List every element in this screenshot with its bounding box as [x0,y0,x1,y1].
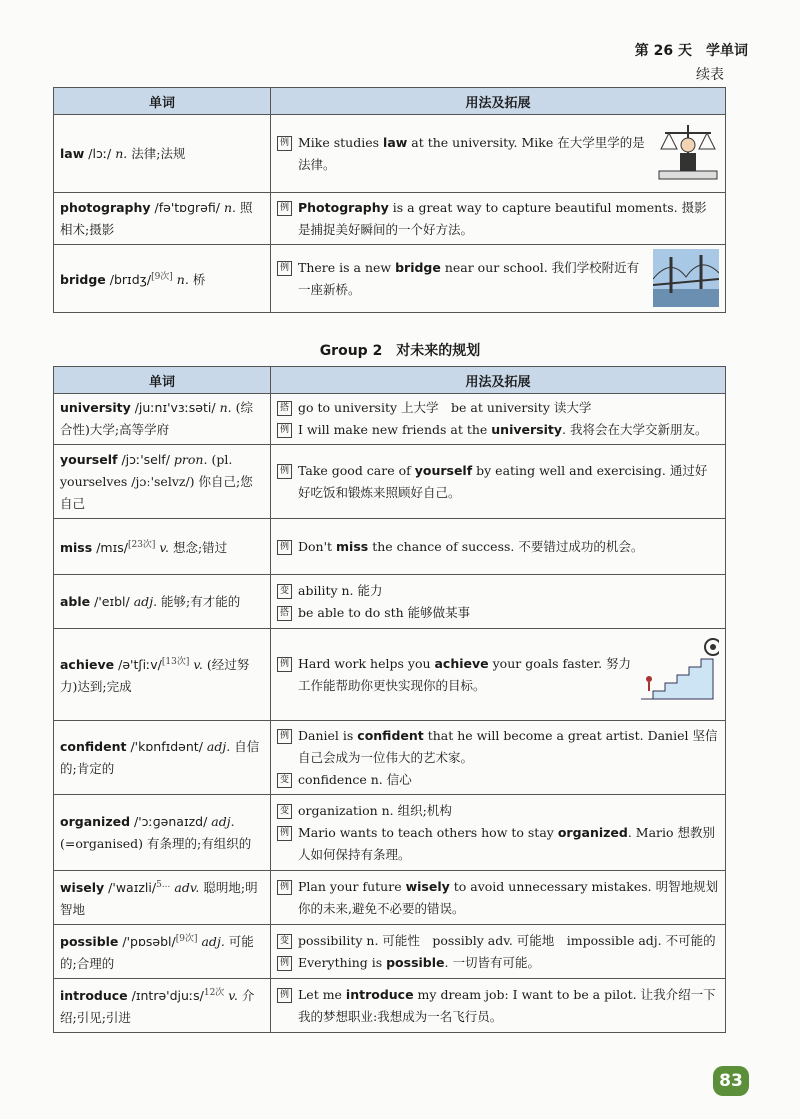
table-row [54,979,726,1033]
usage-tag: 变 [277,773,292,788]
col-header-word: 单词 [54,367,271,394]
phonetic: /'pɒsəbl/ [122,934,176,950]
usage-tag: 例 [277,261,292,276]
usage-segment: Mike studies [298,134,384,150]
group-2-title: Group 2 对未来的规划 [319,343,481,359]
word-cell [54,394,271,445]
usage-tag: 搭 [277,606,292,621]
headword: bridge [60,272,106,288]
usage-text [298,536,719,558]
phonetic: /'ɔːɡənaɪzd/ [134,813,208,829]
table-row [54,925,726,979]
usage-text [298,930,719,952]
usage-line [277,197,719,241]
usage-text [298,397,719,419]
table-row [54,445,726,519]
table-row [54,394,726,445]
frequency-note: 5... [156,880,171,890]
keyword: law [383,134,408,150]
usage-segment: that he will become a great artist. Daniel 坚信自己会成为一位伟大的艺术家。 [298,727,718,765]
meaning: 桥 [192,272,206,288]
usage-segment: Let me [298,986,346,1002]
word-cell [54,871,271,925]
word-cell [54,245,271,313]
usage-cell [271,871,726,925]
usage-segment: There is a new [298,259,396,275]
bridge-illustration [653,249,719,314]
phonetic: /ɪntrə'djuːs/ [131,988,204,1004]
meaning: 可能的;合理的 [60,934,254,972]
headword: yourself [60,451,118,467]
page-number: 83 [713,1066,749,1096]
phonetic: /ə'tʃiːv/ [118,657,162,673]
usage-cell [271,925,726,979]
table-row [54,629,726,721]
usage-segment: be able to do sth 能够做某事 [298,604,471,620]
col-header-usage: 用法及拓展 [271,367,726,394]
usage-cell [271,721,726,795]
headword: wisely [60,880,105,896]
usage-text [298,952,719,974]
word-cell [54,519,271,575]
table-row [54,795,726,871]
usage-line [277,536,719,558]
usage-text [298,725,719,769]
usage-line [277,952,719,974]
usage-text [298,984,719,1028]
table-row [54,245,726,313]
usage-tag: 变 [277,584,292,599]
usage-segment: ability n. 能力 [298,582,383,598]
usage-cell [271,394,726,445]
meaning: 自信的;肯定的 [60,738,260,776]
phonetic: /jɔː'self/ [121,451,170,467]
usage-cell [271,519,726,575]
usage-line [277,653,633,697]
keyword: bridge [395,259,441,275]
word-cell [54,795,271,871]
usage-text [298,602,719,624]
usage-cell [271,445,726,519]
usage-segment: at the university. Mike 在大学里学的是法律。 [298,134,645,172]
usage-tag: 例 [277,826,292,841]
usage-line [277,397,719,419]
usage-segment: is a great way to capture beautiful moments. 摄影是捕捉美好瞬间的一个好方法。 [298,199,707,237]
usage-segment: my dream job: I want to be a pilot. 让我介绍一下我的梦想职业:我想成为一名飞行员。 [298,986,716,1024]
usage-tag: 例 [277,136,292,151]
phonetic: /'kɒnfɪdənt/ [130,738,203,754]
usage-line [277,822,719,866]
usage-tag: 例 [277,540,292,555]
table-row [54,193,726,245]
meaning: 能够;有才能的 [161,593,241,609]
usage-segment: near our school. 我们学校附近有一座新桥。 [298,259,640,297]
usage-segment: . 一切皆有可能。 [444,954,540,970]
usage-line [277,725,719,769]
part-of-speech: v. [228,988,238,1004]
headword: achieve [60,657,115,673]
usage-cell [271,193,726,245]
phonetic: /mɪs/ [96,540,128,556]
frequency-note: [9次] [175,934,198,945]
headword: university [60,400,131,415]
phonetic: /juːnɪ'vɜːsəti/ [134,400,216,415]
usage-tag: 变 [277,934,292,949]
usage-text [298,800,719,822]
col-header-word: 单词 [54,88,271,115]
usage-tag: 变 [277,804,292,819]
usage-line [277,800,719,822]
phonetic: /'eɪbl/ [94,593,130,609]
usage-segment: organization n. 组织;机构 [298,802,452,818]
usage-tag: 例 [277,988,292,1003]
part-of-speech: n. [115,145,128,161]
usage-segment: Mario wants to teach others how to stay [298,824,558,840]
usage-segment: go to university 上大学 be at university 读大学 [298,400,592,415]
usage-cell [271,245,726,313]
usage-line [277,930,719,952]
frequency-note: 12次 [203,988,225,999]
frequency-note: [13次] [161,656,190,667]
usage-tag: 例 [277,464,292,479]
meaning: 照相术;摄影 [60,199,253,237]
usage-cell [271,575,726,629]
part-of-speech: v. [193,657,203,673]
frequency-note: [9次] [151,271,173,282]
vocab-table-2 [53,366,726,1033]
word-cell [54,193,271,245]
usage-segment: possibility n. 可能性 possibly adv. 可能地 impossible adj. 不可能的 [298,932,716,948]
meaning: (经过努力)达到;完成 [60,657,250,695]
usage-cell [271,979,726,1033]
usage-text [298,876,719,920]
usage-text [298,653,633,697]
word-cell [54,115,271,193]
frequency-note: [23次] [127,539,156,550]
usage-cell [271,629,726,721]
keyword: organized [557,824,628,840]
keyword: introduce [345,986,414,1002]
phonetic: /brɪdʒ/ [109,272,152,288]
word-cell [54,575,271,629]
usage-text [298,257,649,301]
usage-segment: Everything is [298,954,387,970]
page-header-title: 第 26 天 学单词 [634,43,748,59]
word-cell [54,721,271,795]
usage-text [298,580,719,602]
part-of-speech: adv. [174,880,200,896]
phonetic: /lɔː/ [88,145,112,161]
meaning: 法律;法规 [131,145,186,161]
usage-line [277,984,719,1028]
col-header-usage: 用法及拓展 [271,88,726,115]
continued-label: 续表 [696,67,724,83]
keyword: wisely [405,878,450,894]
table-row [54,721,726,795]
headword: possible [60,934,119,950]
usage-cell [271,115,726,193]
keyword: possible [386,954,445,970]
usage-segment: Don't [298,538,337,554]
meaning: (综合性)大学;高等学府 [60,400,253,437]
keyword: yourself [414,462,473,478]
usage-tag: 例 [277,880,292,895]
part-of-speech: n. [176,272,189,288]
meaning: 想念;错过 [172,540,228,556]
headword: introduce [60,988,128,1004]
usage-segment: to avoid unnecessary mistakes. 明智地规划你的未来,避免不必要的错误。 [298,878,719,916]
part-of-speech: adj. [201,934,225,950]
meaning: 介绍;引见;引进 [60,988,255,1026]
keyword: miss [336,538,369,554]
part-of-speech: n. [223,199,236,215]
usage-segment: confidence n. 信心 [298,771,412,787]
usage-segment: I will make new friends at the [298,422,492,437]
usage-line [277,876,719,920]
usage-line [277,460,719,504]
usage-line [277,257,649,301]
keyword: confident [357,727,424,743]
part-of-speech: adj. [211,813,235,829]
headword: able [60,593,91,609]
headword: miss [60,540,93,556]
usage-segment: the chance of success. 不要错过成功的机会。 [368,538,644,554]
law-illustration [657,119,719,188]
usage-cell [271,795,726,871]
usage-line [277,419,719,441]
table-row [54,519,726,575]
usage-line [277,580,719,602]
usage-segment: . 我将会在大学交新朋友。 [562,422,708,437]
usage-line [277,132,649,176]
meaning: 聪明地;明智地 [60,880,258,918]
table-row [54,575,726,629]
keyword: achieve [434,655,489,671]
usage-segment: . Mario 想教别人如何保持有条理。 [298,824,716,862]
part-of-speech: adj. [206,738,231,754]
headword: organized [60,813,131,829]
usage-line [277,769,719,791]
word-cell [54,445,271,519]
table-row [54,115,726,193]
part-of-speech: v. [159,540,169,556]
part-of-speech: adj. [133,593,158,609]
table-row [54,871,726,925]
vocab-table-1 [53,87,726,313]
usage-segment: Daniel is [298,727,358,743]
meaning: (pl. yourselves /jɔː'selvz/) 你自己;您自己 [60,451,253,511]
usage-tag: 例 [277,423,292,438]
headword: photography [60,199,151,215]
keyword: Photography [298,199,389,215]
phonetic: /'waɪzli/ [108,880,157,896]
usage-segment: Take good care of [298,462,415,478]
usage-text [298,419,719,441]
part-of-speech: n. [219,400,232,415]
usage-tag: 例 [277,729,292,744]
usage-text [298,822,719,866]
usage-text [298,197,719,241]
word-cell [54,925,271,979]
headword: confident [60,738,127,754]
usage-tag: 例 [277,657,292,672]
usage-text [298,460,719,504]
usage-line [277,602,719,624]
usage-text [298,769,719,791]
part-of-speech: pron. [173,451,208,467]
usage-tag: 例 [277,201,292,216]
usage-tag: 例 [277,956,292,971]
usage-segment: Hard work helps you [298,655,435,671]
usage-tag: 搭 [277,401,292,416]
word-cell [54,979,271,1033]
usage-text [298,132,649,176]
word-cell [54,629,271,721]
stairs-illustration [637,633,719,710]
usage-segment: Plan your future [298,878,406,894]
usage-segment: your goals faster. 努力工作能帮助你更快实现你的目标。 [298,655,632,693]
headword: law [60,145,85,161]
keyword: university [491,422,563,437]
phonetic: /fə'tɒɡrəfi/ [154,199,220,215]
usage-segment: by eating well and exercising. 通过好好吃饭和锻炼来照顾好自己。 [298,462,708,500]
meaning: (=organised) 有条理的;有组织的 [60,835,252,851]
